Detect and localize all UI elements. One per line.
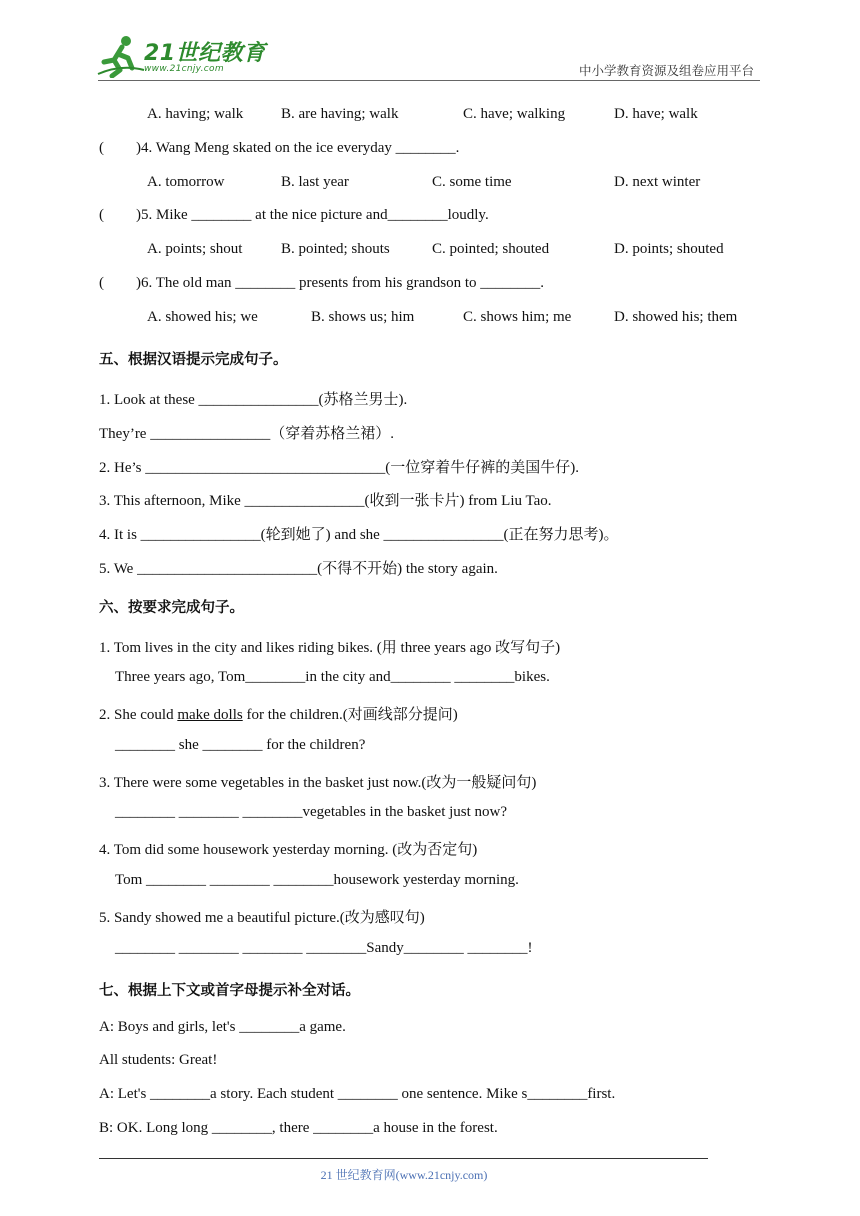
s5-line-2: They’re ________________（穿着苏格兰裙）. [99, 426, 394, 442]
s6-q2-answer: ________ she ________ for the children? [115, 737, 366, 753]
q4-option-c: C. some time [432, 174, 512, 190]
s6-q4-answer: Tom ________ ________ ________housework yesterday morning. [115, 872, 519, 888]
q5-answer-paren: ( [99, 207, 104, 223]
s6-q4: 4. Tom did some housework yesterday morning. (改为否定句) [99, 842, 478, 858]
q5-stem: )5. Mike ________ at the nice picture and________loudly. [136, 207, 489, 223]
logo-url: www.21cnjy.com [144, 64, 224, 74]
s5-line-3: 2. He’s ________________________________(一位穿着牛仔裤的美国牛仔). [99, 460, 579, 476]
footer-text: 21 世纪教育网(www.21cnjy.com) [320, 1168, 488, 1182]
s6-q1-answer: Three years ago, Tom________in the city and________ ________bikes. [115, 669, 550, 685]
s6-q2 [99, 703, 458, 724]
q6-option-c: C. shows him; me [463, 309, 572, 325]
section-7-title: 七、根据上下文或首字母提示补全对话。 [99, 983, 360, 999]
q5-option-b: B. pointed; shouts [281, 241, 390, 257]
logo-text: 21世纪教育 [144, 41, 266, 66]
q5-option-d: D. points; shouted [614, 241, 724, 257]
q4-stem: )4. Wang Meng skated on the ice everyday ________. [136, 140, 460, 156]
section-5-title: 五、根据汉语提示完成句子。 [99, 352, 288, 368]
q6-option-b: B. shows us; him [311, 309, 415, 325]
s7-line-4: B: OK. Long long ________, there ________a house in the forest. [99, 1120, 498, 1136]
s6-q5-answer: ________ ________ ________ ________Sandy________ ________! [115, 940, 533, 956]
q6-option-a: A. showed his; we [147, 309, 258, 325]
s6-q5: 5. Sandy showed me a beautiful picture.(改为感叹句) [99, 910, 425, 926]
q5-option-a: A. points; shout [147, 241, 243, 257]
header-divider [98, 80, 760, 81]
header-platform-text: 中小学教育资源及组卷应用平台 [578, 64, 754, 78]
q4-option-a: A. tomorrow [147, 174, 225, 190]
footer-divider [99, 1158, 708, 1159]
s5-line-5: 4. It is ________________(轮到她了) and she ________________(正在努力思考)。 [99, 527, 619, 543]
q4-option-d: D. next winter [614, 174, 701, 190]
s6-q2-before: 2. She could [99, 707, 178, 723]
q6-answer-paren: ( [99, 275, 104, 291]
footer [0, 1166, 860, 1183]
q4-answer-paren: ( [99, 140, 104, 156]
s6-q3: 3. There were some vegetables in the basket just now.(改为一般疑问句) [99, 775, 537, 791]
s6-q3-answer: ________ ________ ________vegetables in the basket just now? [115, 804, 508, 820]
s5-line-4: 3. This afternoon, Mike ________________(收到一张卡片) from Liu Tao. [99, 493, 552, 509]
runner-logo-icon [96, 34, 146, 78]
q3-option-c: C. have; walking [463, 106, 566, 122]
s6-q1: 1. Tom lives in the city and likes riding bikes. (用 three years ago 改写句子) [99, 640, 561, 656]
s6-q2-after: for the children.(对画线部分提问) [242, 707, 458, 723]
q5-option-c: C. pointed; shouted [432, 241, 550, 257]
s7-line-3: A: Let's ________a story. Each student ________ one sentence. Mike s________first. [99, 1086, 616, 1102]
s7-line-2: All students: Great! [99, 1052, 218, 1068]
s5-line-6: 5. We ________________________(不得不开始) the story again. [99, 561, 498, 577]
site-logo [96, 34, 266, 78]
s6-q2-underlined: make dolls [177, 707, 243, 723]
s7-line-1: A: Boys and girls, let's ________a game. [99, 1019, 346, 1035]
s5-line-1: 1. Look at these ________________(苏格兰男士). [99, 392, 408, 408]
section-6-title: 六、按要求完成句子。 [99, 600, 244, 616]
q6-option-d: D. showed his; them [614, 309, 738, 325]
q3-option-a: A. having; walk [147, 106, 244, 122]
q3-option-d: D. have; walk [614, 106, 698, 122]
q4-option-b: B. last year [281, 174, 349, 190]
q3-option-b: B. are having; walk [281, 106, 399, 122]
q6-stem: )6. The old man ________ presents from his grandson to ________. [136, 275, 545, 291]
